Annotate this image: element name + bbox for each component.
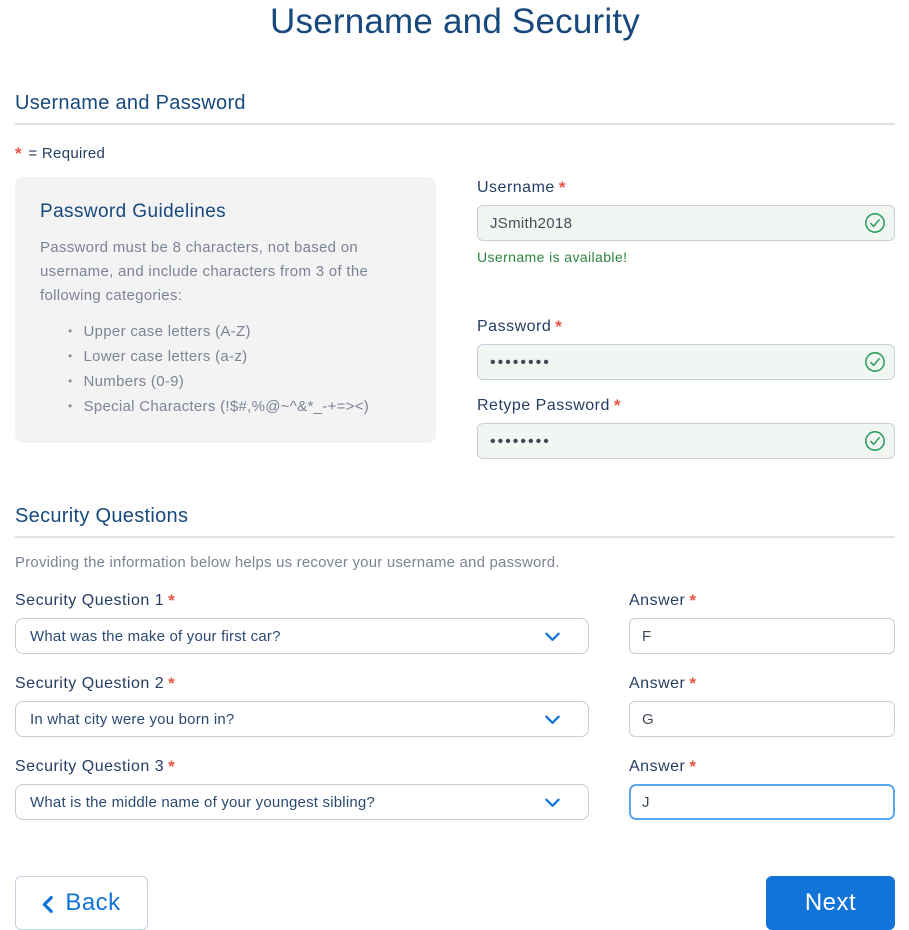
answer-3-field[interactable] <box>629 784 895 820</box>
answer-2-field[interactable] <box>629 701 895 737</box>
password-field[interactable] <box>477 344 895 380</box>
retype-password-label: Retype Password * <box>477 396 622 415</box>
chevron-down-icon <box>545 715 560 725</box>
password-guidelines-box <box>15 177 436 443</box>
security-question-2-select[interactable] <box>15 701 589 737</box>
security-question-row <box>15 675 895 737</box>
required-asterisk: * <box>168 591 176 610</box>
required-asterisk: * <box>168 757 176 776</box>
back-button-label: Back <box>65 889 121 916</box>
answer-3-label: Answer * <box>629 757 697 776</box>
guidelines-item: • Lower case letters (a-z) <box>68 344 406 369</box>
section-heading-username-password: Username and Password <box>15 92 246 114</box>
chevron-left-icon <box>42 896 53 913</box>
required-asterisk: * <box>689 674 697 693</box>
required-asterisk: * <box>613 396 622 415</box>
security-question-3-select[interactable] <box>15 784 589 820</box>
next-button-label: Next <box>804 889 857 916</box>
answer-2-label: Answer * <box>629 674 697 693</box>
next-button[interactable] <box>766 876 895 930</box>
guidelines-title: Password Guidelines <box>40 201 227 222</box>
retype-password-field[interactable] <box>477 423 895 459</box>
security-question-row <box>15 592 895 654</box>
selected-question: In what city were you born in? <box>30 710 235 728</box>
required-asterisk: * <box>558 178 566 197</box>
selected-question: What is the middle name of your youngest sibling? <box>30 793 375 811</box>
required-asterisk: * <box>168 674 176 693</box>
answer-1-field[interactable] <box>629 618 895 654</box>
selected-question: What was the make of your first car? <box>30 627 281 645</box>
security-question-row <box>15 758 895 820</box>
footer-actions <box>15 876 895 930</box>
page-title: Username and Security <box>270 2 640 41</box>
guidelines-intro: Password must be 8 characters, not based on username, and include characters from 3 of the following categories: <box>40 239 369 304</box>
required-asterisk: * <box>689 757 697 776</box>
guidelines-item: • Upper case letters (A-Z) <box>68 319 406 344</box>
guidelines-item: • Numbers (0-9) <box>68 369 406 394</box>
required-note-text: = Required <box>28 145 106 162</box>
required-asterisk: * <box>15 144 22 163</box>
security-question-1-label: Security Question 1 * <box>15 591 176 610</box>
guidelines-item: • Special Characters (!$#,%@~^&*_-+=><) <box>68 394 406 419</box>
required-asterisk: * <box>555 317 563 336</box>
username-field[interactable] <box>477 205 895 241</box>
chevron-down-icon <box>545 798 560 808</box>
password-label: Password * <box>477 317 563 336</box>
required-note <box>15 145 895 162</box>
answer-1-label: Answer * <box>629 591 697 610</box>
username-label: Username * <box>477 178 566 197</box>
security-question-2-label: Security Question 2 * <box>15 674 176 693</box>
security-question-3-label: Security Question 3 * <box>15 757 176 776</box>
guidelines-list <box>68 319 406 419</box>
section-heading-security-questions: Security Questions <box>15 505 189 527</box>
divider <box>15 123 895 125</box>
required-asterisk: * <box>689 591 697 610</box>
security-description: Providing the information below helps us recover your username and password. <box>15 554 560 571</box>
chevron-down-icon <box>545 632 560 642</box>
username-available-message: Username is available! <box>477 249 628 265</box>
back-button[interactable] <box>15 876 148 930</box>
divider <box>15 536 895 538</box>
security-question-1-select[interactable] <box>15 618 589 654</box>
